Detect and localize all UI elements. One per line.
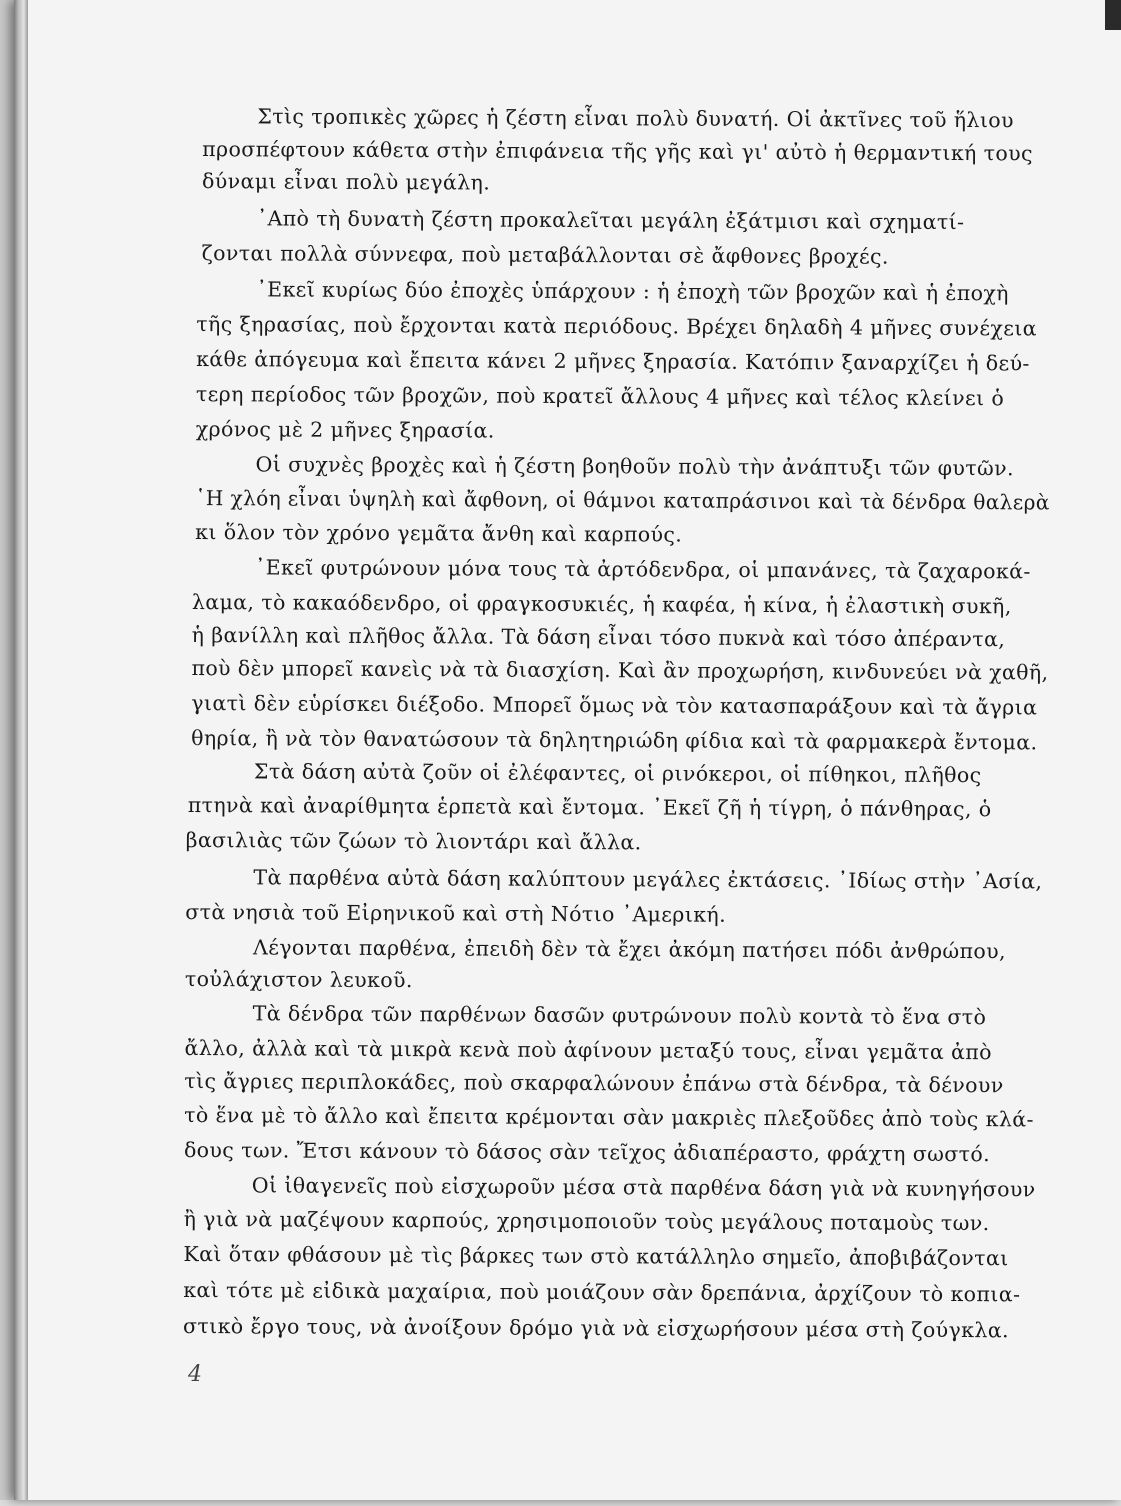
text-line: ζονται πολλὰ σύννεφα, ποὺ μεταβάλλονται σὲ ἄφθονες βροχές. [201, 241, 889, 269]
text-line: γιατὶ δὲν εὑρίσκει διέξοδο. Μπορεῖ ὅμως νὰ τὸν κατασπαράξουν καὶ τὰ ἄγρια [191, 691, 1038, 720]
text-line: δύναμι εἶναι πολὺ μεγάλη. [201, 169, 491, 195]
text-line: τὶς ἄγριες περιπλοκάδες, ποὺ σκαρφαλώνουν ἐπάνω στὰ δένδρα, τὰ δένουν [184, 1068, 1004, 1098]
text-line: τερη περίοδος τῶν βροχῶν, ποὺ κρατεῖ ἄλλους 4 μῆνες καὶ τέλος κλείνει ὁ [195, 382, 1005, 411]
text-line: στικὸ ἔργο τους, νὰ ἀνοίξουν δρόμο γιὰ νὰ εἰσχωρήσουν μέσα στὴ ζούγκλα. [182, 1313, 1010, 1343]
text-line: Στὰ δάση αὐτὰ ζοῦν οἱ ἐλέφαντες, οἱ ρινόκεροι, οἱ πίθηκοι, πλῆθος [253, 759, 982, 788]
text-line: ᾿Απὸ τὴ δυνατὴ ζέστη προκαλεῖται μεγάλη ἐξάτμισι καὶ σχηματί- [256, 206, 965, 235]
text-line: κι ὅλον τὸν χρόνο γεμᾶτα ἄνθη καὶ καρπούς. [195, 520, 683, 547]
text-line: τοὐλάχιστον λευκοῦ. [184, 966, 413, 993]
text-line: θηρία, ἢ νὰ τὸν θανατώσουν τὰ δηλητηριώδη φίδια καὶ τὰ φαρμακερὰ ἔντομα. [191, 726, 1038, 755]
text-line: Τὰ δένδρα τῶν παρθένων δασῶν φυτρώνουν πολὺ κοντὰ τὸ ἕνα στὸ [252, 1001, 987, 1030]
text-line: καὶ τότε μὲ εἰδικὰ μαχαίρια, ποὺ μοιάζουν σὰν δρεπάνια, ἀρχίζουν τὸ κοπια- [183, 1277, 1021, 1307]
text-line: βασιλιὰς τῶν ζώων τὸ λιοντάρι καὶ ἄλλα. [185, 827, 642, 855]
text-line: ἡ βανίλλη καὶ πλῆθος ἄλλα. Τὰ δάση εἶναι τόσο πυκνὰ καὶ τόσο ἀπέραντα, [191, 623, 1006, 652]
text-line: ᾿Εκεῖ φυτρώνουν μόνα τους τὰ ἀρτόδενδρα, οἱ μπανάνες, τὰ ζαχαροκά- [254, 555, 1031, 584]
text-line: Οἱ συχνὲς βροχὲς καὶ ἡ ζέστη βοηθοῦν πολὺ τὴν ἀνάπτυξι τῶν φυτῶν. [255, 452, 1015, 481]
text-line: τῆς ξηρασίας, ποὺ ἔρχονται κατὰ περιόδους. Βρέχει δηλαδὴ 4 μῆνες συνέχεια [196, 312, 1038, 341]
text-line: πτηνὰ καὶ ἀναρίθμητα ἑρπετὰ καὶ ἔντομα. ᾿Εκεῖ ζῆ ἡ τίγρη, ὁ πάνθηρας, ὁ [187, 792, 992, 822]
text-line: λαμα, τὸ κακαόδενδρο, οἱ φραγκοσυκιές, ἡ καφέα, ἡ κίνα, ἡ ἐλαστικὴ συκῆ, [191, 590, 1012, 619]
text-line: ποὺ δὲν μπορεῖ κανεὶς νὰ τὰ διασχίση. Καὶ ἂν προχωρήση, κινδυνεύει νὰ χαθῆ, [191, 656, 1049, 685]
page-number: 4 [188, 1362, 202, 1387]
text-line: ἄλλο, ἀλλὰ καὶ τὰ μικρὰ κενὰ ποὺ ἀφίνουν μεταξύ τους, εἶναι γεμᾶτα ἀπὸ [184, 1035, 992, 1065]
text-line: κάθε ἀπόγευμα καὶ ἔπειτα κάνει 2 μῆνες ξηρασία. Κατόπιν ξαναρχίζει ἡ δεύ- [196, 347, 1030, 376]
text-line: Τὰ παρθένα αὐτὰ δάση καλύπτουν μεγάλες ἐκτάσεις. ᾿Ιδίως στὴν ᾿Ασία, [253, 865, 1043, 894]
text-line: ἢ γιὰ νὰ μαζέψουν καρπούς, χρησιμοποιοῦν τοὺς μεγάλους ποταμοὺς των. [183, 1206, 990, 1236]
text-line: προσπέφτουν κάθετα στὴν ἐπιφάνεια τῆς γῆς καὶ γι' αὐτὸ ἡ θερμαντική τους [202, 137, 1033, 166]
text-line: Στὶς τροπικὲς χῶρες ἡ ζέστη εἶναι πολὺ δυνατή. Οἱ ἀκτῖνες τοῦ ἥλιου [257, 104, 1014, 133]
text-line: Οἱ ἰθαγενεῖς ποὺ εἰσχωροῦν μέσα στὰ παρθένα δάση γιὰ νὰ κυνηγήσουν [251, 1173, 1036, 1202]
text-line: χρόνος μὲ 2 μῆνες ξηρασία. [195, 417, 495, 443]
text-line: τὸ ἕνα μὲ τὸ ἄλλο καὶ ἔπειτα κρέμονται σὰν μακριὲς πλεξοῦδες ἀπὸ τοὺς κλά- [184, 1102, 1034, 1132]
text-line: ᾿Εκεῖ κυρίως δύο ἐποχὲς ὑπάρχουν : ἡ ἐποχὴ τῶν βροχῶν καὶ ἡ ἐποχὴ [256, 277, 1009, 306]
text-line: δους των. Ἔτσι κάνουν τὸ δάσος σὰν τεῖχος ἀδιαπέραστο, φράχτη σωστό. [183, 1137, 991, 1167]
text-line: Καὶ ὅταν φθάσουν μὲ τὶς βάρκες των στὸ κατάλληλο σημεῖο, ἀποβιβάζονται [183, 1241, 1009, 1271]
text-line: ῾Η χλόη εἶναι ὑψηλὴ καὶ ἄφθονη, οἱ θάμνοι καταπράσινοι καὶ τὰ δένδρα θαλερὰ [195, 486, 1050, 515]
text-line: στὰ νησιὰ τοῦ Εἰρηνικοῦ καὶ στὴ Νότιο ᾿Αμερική. [185, 899, 727, 927]
text-line: Λέγονται παρθένα, ἐπειδὴ δὲν τὰ ἔχει ἀκόμη πατήσει πόδι ἀνθρώπου, [252, 935, 1007, 964]
